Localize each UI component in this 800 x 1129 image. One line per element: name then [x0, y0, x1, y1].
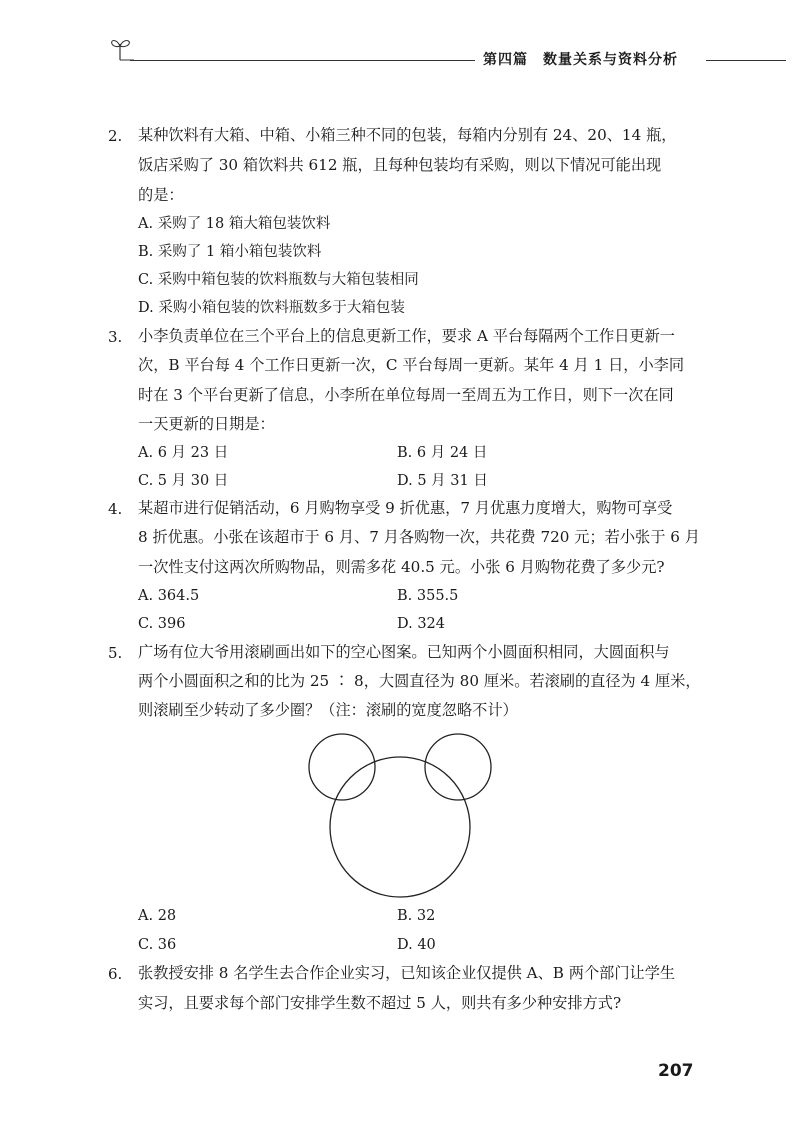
option-b: B. 32	[397, 908, 436, 924]
option-c: C. 36	[138, 937, 177, 953]
question-text-line: 广场有位大爷用滚刷画出如下的空心图案。已知两个小圆面积相同，大圆面积与	[138, 643, 670, 661]
option-d: D. 采购小箱包装的饮料瓶数多于大箱包装	[138, 300, 405, 316]
question-text-line: 实习，且要求每个部门安排学生数不超过 5 人，则共有多少种安排方式?	[138, 994, 622, 1012]
question-text-line: 两个小圆面积之和的比为 25 ∶ 8，大圆直径为 80 厘米。若滚刷的直径为 4 厘米，	[138, 672, 701, 690]
question-text-line: 小李负责单位在三个平台上的信息更新工作，要求 A 平台每隔两个工作日更新一	[138, 327, 675, 345]
question-number: 5.	[108, 644, 123, 662]
large-circle	[330, 757, 470, 897]
option-a: A. 6 月 23 日	[138, 445, 229, 461]
question-number: 2.	[108, 127, 123, 145]
option-a: A. 364.5	[138, 588, 200, 604]
question-number: 3.	[108, 328, 123, 346]
page-number: 207	[658, 1061, 694, 1081]
question-text-line: 一天更新的日期是：	[138, 415, 275, 433]
option-d: D. 5 月 31 日	[397, 473, 488, 489]
question-number: 6.	[108, 965, 123, 983]
question-text-line: 时在 3 个平台更新了信息，小李所在单位每周一至周五为工作日，则下一次在同	[138, 386, 674, 404]
question-text-line: 一次性支付这两次所购物品，则需多花 40.5 元。小张 6 月购物花费了多少元?	[138, 558, 665, 576]
option-d: D. 40	[397, 937, 436, 953]
circles-pattern-figure	[300, 722, 500, 902]
question-text-line: 张教授安排 8 名学生去合作企业实习，已知该企业仅提供 A、B 两个部门让学生	[138, 964, 676, 982]
option-b: B. 6 月 24 日	[397, 445, 488, 461]
option-c: C. 5 月 30 日	[138, 473, 229, 489]
question-text-line: 的是：	[138, 186, 184, 204]
question-text-line: 次，B 平台每 4 个工作日更新一次，C 平台每周一更新。某年 4 月 1 日，小李同	[138, 356, 685, 374]
question-text-line: 8 折优惠。小张在该超市于 6 月、7 月各购物一次，共花费 720 元；若小张于 6 月	[138, 528, 700, 546]
header-rule-right	[706, 60, 786, 61]
question-number: 4.	[108, 500, 123, 518]
sprout-logo-icon	[108, 34, 134, 62]
question-text-line: 某超市进行促销活动，6 月购物享受 9 折优惠，7 月优惠力度增大，购物可享受	[138, 499, 673, 517]
option-c: C. 采购中箱包装的饮料瓶数与大箱包装相同	[138, 272, 419, 288]
header-rule-left	[130, 60, 475, 61]
option-a: A. 采购了 18 箱大箱包装饮料	[138, 216, 331, 232]
question-text-line: 某种饮料有大箱、中箱、小箱三种不同的包装，每箱内分别有 24、20、14 瓶，	[138, 126, 677, 144]
option-b: B. 355.5	[397, 588, 459, 604]
option-c: C. 396	[138, 616, 186, 632]
chapter-title: 第四篇 数量关系与资料分析	[483, 52, 678, 68]
option-b: B. 采购了 1 箱小箱包装饮料	[138, 244, 322, 260]
option-a: A. 28	[138, 908, 177, 924]
question-text-line: 饭店采购了 30 箱饮料共 612 瓶，且每种包装均有采购，则以下情况可能出现	[138, 156, 662, 174]
question-text-line: 则滚刷至少转动了多少圈？（注：滚刷的宽度忽略不计）	[138, 701, 518, 719]
option-d: D. 324	[397, 616, 446, 632]
